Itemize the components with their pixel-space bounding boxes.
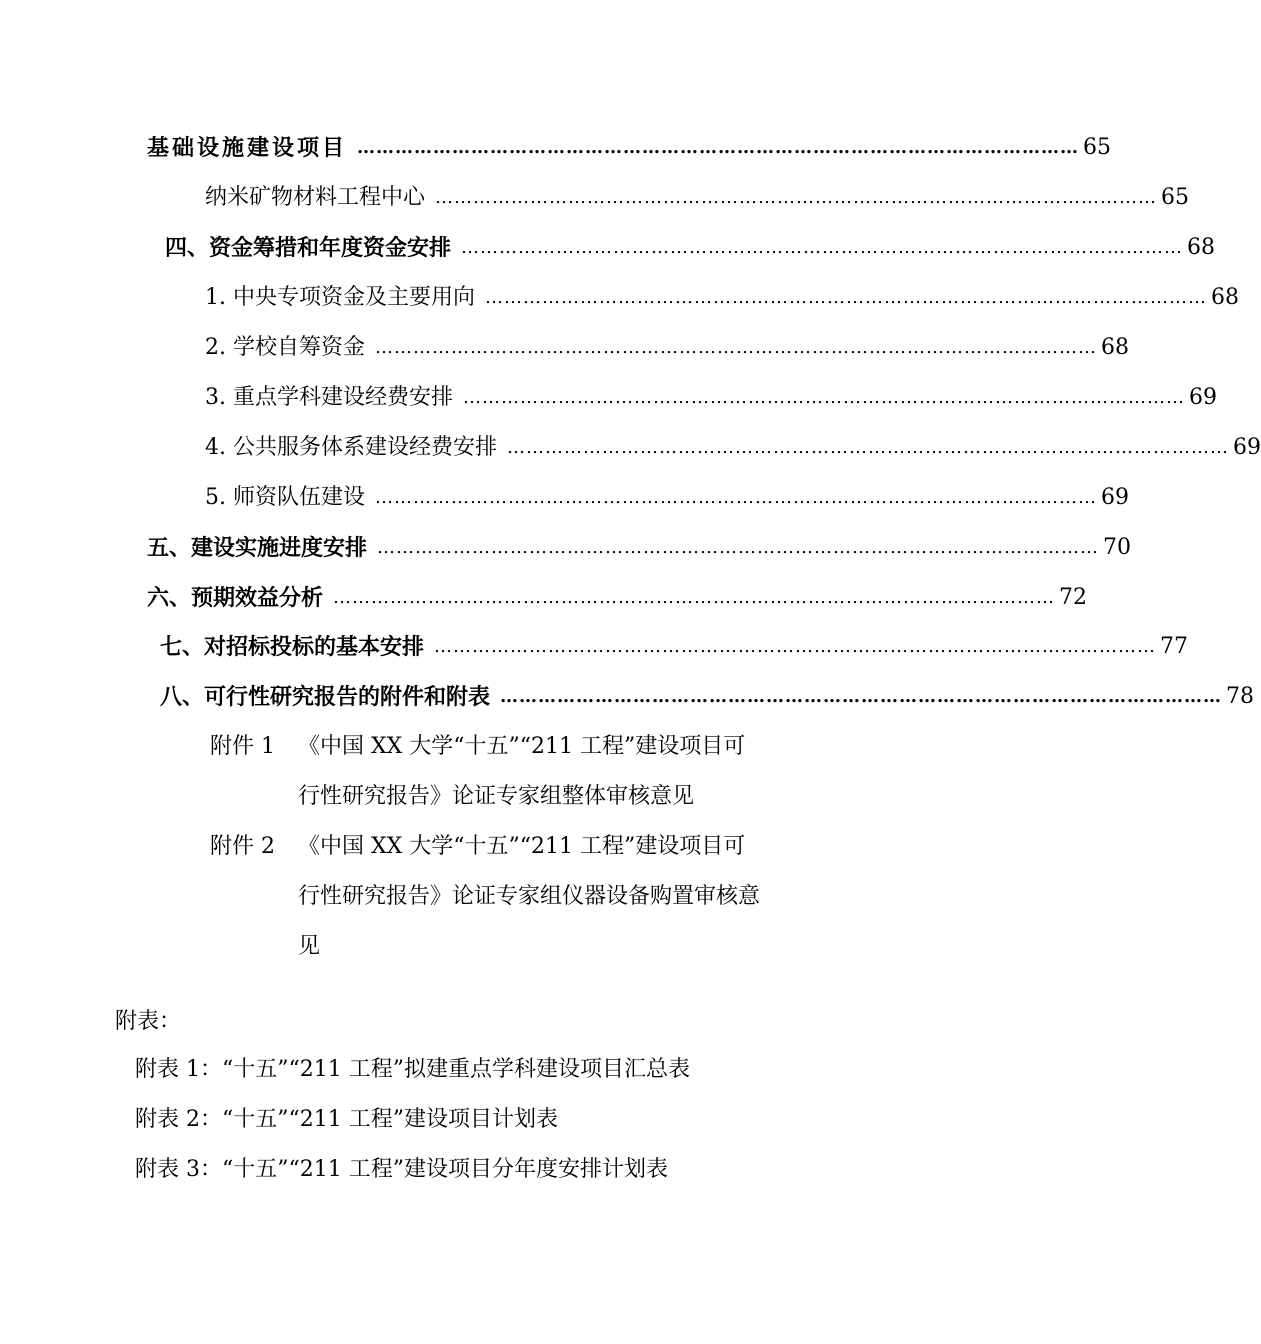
toc-page-number: 78	[1226, 684, 1255, 709]
toc-entry-label: 四、资金筹措和年度资金安排	[165, 235, 452, 261]
toc-page-number: 68	[1100, 335, 1129, 360]
toc-entry-label: 5. 师资队伍建设	[205, 485, 365, 510]
toc-entry[interactable]	[205, 378, 1217, 418]
toc-leader: ……………………………………………………………………………………………………	[333, 587, 1056, 608]
toc-leader: ……………………………………………………………………………………………………	[462, 387, 1185, 408]
toc-page-number: 69	[1100, 485, 1129, 510]
toc-entry[interactable]	[147, 128, 1112, 168]
attachment-text-line: 见	[298, 934, 321, 959]
toc-page-number: 70	[1103, 535, 1132, 560]
toc-leader: ……………………………………………………………………………………………………	[500, 686, 1223, 707]
toc-leader: ……………………………………………………………………………………………………	[377, 537, 1100, 558]
toc-page-number: 69	[1188, 385, 1217, 410]
toc-leader: ……………………………………………………………………………………………………	[357, 137, 1080, 158]
toc-entry[interactable]	[205, 178, 1190, 218]
toc-entry[interactable]	[165, 228, 1216, 268]
attachment-text-line: 《中国 XX 大学“十五”“211 工程”建设项目可	[298, 834, 746, 859]
toc-leader: ……………………………………………………………………………………………………	[434, 636, 1157, 657]
toc-entry[interactable]	[147, 578, 1088, 618]
appendix-item[interactable]: 附表 3：“十五”“211 工程”建设项目分年度安排计划表	[135, 1157, 668, 1182]
appendix-heading: 附表：	[115, 1009, 182, 1034]
toc-entry-label: 1. 中央专项资金及主要用向	[205, 285, 475, 310]
toc-page-number: 68	[1210, 285, 1239, 310]
toc-entry-label: 七、对招标投标的基本安排	[160, 634, 425, 660]
toc-entry-label: 3. 重点学科建设经费安排	[205, 385, 453, 410]
toc-leader: ……………………………………………………………………………………………………	[374, 487, 1097, 508]
toc-entry[interactable]	[160, 677, 1255, 717]
toc-entry-label: 八、可行性研究报告的附件和附表	[160, 684, 491, 710]
toc-entry[interactable]	[205, 278, 1239, 318]
toc-page-number: 77	[1160, 634, 1189, 659]
toc-leader: ……………………………………………………………………………………………………	[461, 237, 1184, 258]
attachment-text-line: 行性研究报告》论证专家组仪器设备购置审核意	[298, 884, 761, 909]
attachment-text-line: 行性研究报告》论证专家组整体审核意见	[298, 784, 695, 809]
toc-leader: ……………………………………………………………………………………………………	[506, 437, 1229, 458]
toc-entry-label: 五、建设实施进度安排	[147, 535, 368, 561]
toc-page-number: 65	[1083, 135, 1112, 160]
toc-entry[interactable]	[147, 528, 1132, 568]
toc-page-number: 72	[1059, 585, 1088, 610]
toc-entry[interactable]	[205, 328, 1129, 368]
toc-entry[interactable]	[160, 627, 1189, 667]
appendix-item[interactable]: 附表 1：“十五”“211 工程”拟建重点学科建设项目汇总表	[135, 1057, 690, 1082]
attachment-label: 附件 1	[210, 734, 275, 759]
appendix-item[interactable]: 附表 2：“十五”“211 工程”建设项目计划表	[135, 1107, 558, 1132]
toc-entry-label: 纳米矿物材料工程中心	[205, 185, 426, 210]
toc-leader: ……………………………………………………………………………………………………	[435, 187, 1158, 208]
toc-page-number: 65	[1161, 185, 1190, 210]
toc-entry[interactable]	[205, 478, 1129, 518]
toc-entry-label: 4. 公共服务体系建设经费安排	[205, 435, 497, 460]
toc-leader: ……………………………………………………………………………………………………	[484, 287, 1207, 308]
toc-page-number: 69	[1232, 435, 1261, 460]
toc-leader: ……………………………………………………………………………………………………	[374, 337, 1097, 358]
toc-page-number: 68	[1187, 235, 1216, 260]
attachment-label: 附件 2	[210, 834, 275, 859]
toc-entry[interactable]	[205, 428, 1261, 468]
toc-entry-label: 2. 学校自筹资金	[205, 335, 365, 360]
toc-entry-label: 基础设施建设项目	[147, 135, 348, 161]
toc-entry-label: 六、预期效益分析	[147, 585, 324, 611]
attachment-text-line: 《中国 XX 大学“十五”“211 工程”建设项目可	[298, 734, 746, 759]
